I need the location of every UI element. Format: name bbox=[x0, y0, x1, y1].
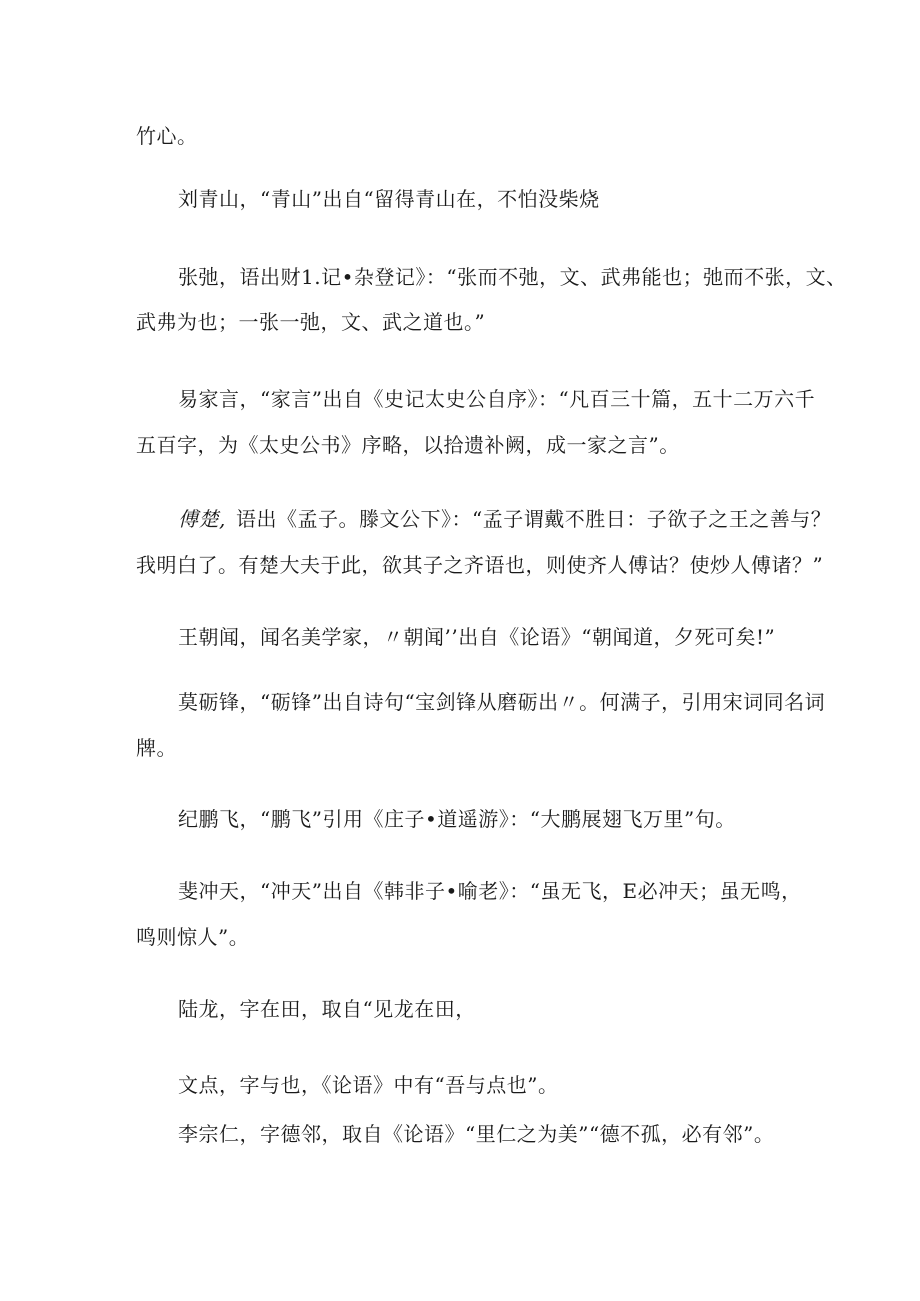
text-line-5: 易家言，“家言”出自《史记太史公自序》：“凡百三十篇，五十二万六千 bbox=[178, 387, 816, 411]
text-line-6: 五百字，为《太史公书》序略，以拾遗补阙，成一家之言”。 bbox=[136, 433, 680, 457]
text-line-8: 我明白了。有楚大夫于此，欲其子之齐语也，则使齐人傅诂？使炒人傅诸？” bbox=[136, 553, 824, 577]
text-line-1: 竹心。 bbox=[136, 124, 198, 148]
text-line-9: 王朝闻，闻名美学家，〃朝闻’’出自《论语》“朝闻道，夕死可矣!” bbox=[178, 625, 776, 649]
text-line-15: 陆龙，字在田，取自“见龙在田， bbox=[178, 997, 476, 1021]
text-line-3: 张弛，语出财1.记•杂登记》：“张而不弛，文、武弗能也；弛而不张，文、 bbox=[178, 265, 847, 289]
text-line-17: 李宗仁，字德邻，取自《论语》“里仁之为美”“德不孤，必有邻”。 bbox=[178, 1122, 775, 1146]
text-line-13: 斐冲天，“冲天”出自《韩非子•喻老》：“虽无飞，E必冲天；虽无鸣， bbox=[178, 879, 802, 903]
text-line-7: 语出《孟子。滕文公下》：“孟子谓戴不胜日：子欲子之王之善与？ bbox=[236, 507, 832, 531]
text-line-14: 鸣则惊人”。 bbox=[136, 925, 250, 949]
text-line-4: 武弗为也；一张一弛，文、武之道也。” bbox=[136, 310, 486, 334]
text-line-11: 牌。 bbox=[136, 736, 177, 760]
text-line-7-name: 傅楚, bbox=[178, 507, 226, 531]
text-line-2: 刘青山，“青山”出自“留得青山在，不怕没柴烧 bbox=[178, 187, 600, 211]
text-line-16: 文点，字与也，《论语》中有“吾与点也”。 bbox=[178, 1073, 559, 1097]
text-line-10: 莫砺锋，“砺锋”出自诗句“宝剑锋从磨砺出〃。何满子，引用宋词同名词 bbox=[178, 690, 826, 714]
text-line-12: 纪鹏飞，“鹏飞”引用《庄子•道遥游》：“大鹏展翅飞万里”句。 bbox=[178, 807, 736, 831]
